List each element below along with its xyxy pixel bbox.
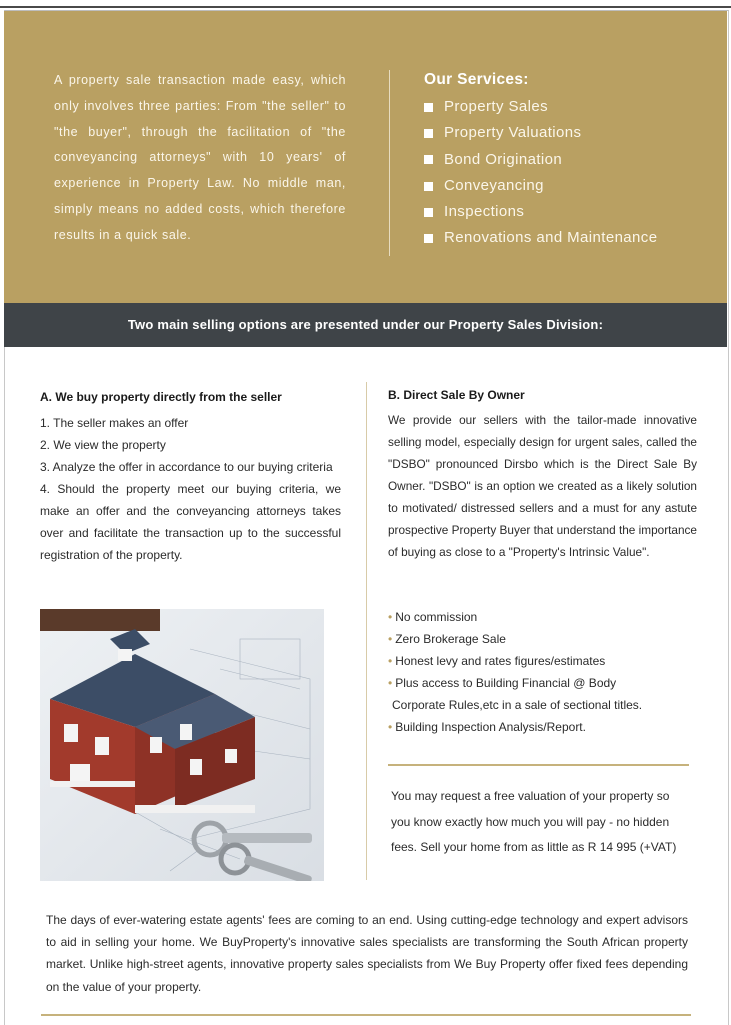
service-label: Inspections — [444, 203, 525, 221]
top-edge-bar — [0, 0, 731, 8]
selling-options-banner: Two main selling options are presented under our Property Sales Division: — [4, 303, 727, 347]
bullet-dot-icon: • — [388, 632, 393, 646]
bullet-dot-icon: • — [388, 676, 393, 690]
feature-label: Building Inspection Analysis/Report. — [395, 720, 586, 734]
option-b-paragraph: We provide our sellers with the tailor-made innovative selling model, especially design for urgent sales, called the "DSBO" pronounced Dirsbo which is the Direct Sale By Owner. "DSBO" is an option we created as a likely solution to motivated/ distressed sellers and a must for any astute prospective Property Buyer that understand the importance of buying as close to a "Property's Intrinsic Value". — [388, 413, 697, 559]
square-bullet-icon — [424, 129, 433, 138]
gold-rule — [388, 764, 689, 766]
service-item — [424, 94, 657, 120]
service-label: Conveyancing — [444, 176, 544, 194]
intro-divider — [389, 70, 390, 256]
feature-label: Zero Brokerage Sale — [395, 632, 506, 646]
bullet-dot-icon: • — [388, 610, 393, 624]
service-label: Property Valuations — [444, 124, 582, 142]
service-label: Property Sales — [444, 98, 548, 115]
service-item — [424, 199, 657, 225]
square-bullet-icon — [424, 234, 433, 243]
feature-label: Honest levy and rates figures/estimates — [395, 654, 606, 668]
feature-item — [388, 650, 708, 672]
service-item — [424, 120, 657, 146]
square-bullet-icon — [424, 155, 433, 164]
service-item — [424, 173, 657, 199]
closing-paragraph: The days of ever-watering estate agents' fees are coming to an end. Using cutting-edge technology and expert advisors to aid in selling your home. We BuyProperty's innovative sales specialists are transforming the South African property market. Unlike high-street agents, innovative property sales specialists from We Buy Property offer fixed fees depending on the value of your property. — [46, 913, 688, 994]
gold-rule-bottom — [41, 1014, 691, 1016]
step-item: 3. Analyze the offer in accordance to our buying criteria — [40, 460, 333, 474]
service-item — [424, 225, 657, 251]
feature-item — [388, 672, 708, 694]
feature-item — [388, 606, 708, 628]
intro-paragraph: A property sale transaction made easy, which only involves three parties: From "the seller" to "the buyer", through the facilitation of "the conveyancing attorneys" with 10 years' of experience in Property Law. No middle man, simply means no added costs, which therefore results in a quick sale. — [54, 73, 346, 242]
bullet-dot-icon: • — [388, 654, 393, 668]
feature-item-continuation — [388, 694, 708, 716]
bullet-dot-icon: • — [388, 720, 393, 734]
step-item: 4. Should the property meet our buying criteria, we make an offer and the conveyancing attorneys takes over and facilitate the transaction up to the successful registration of the property. — [40, 482, 341, 562]
feature-label: Corporate Rules,etc in a sale of sectional titles. — [392, 698, 643, 712]
step-item: 1. The seller makes an offer — [40, 416, 189, 430]
option-a-title: A. We buy property directly from the seller — [40, 390, 282, 404]
column-divider — [366, 382, 367, 880]
services-title: Our Services: — [424, 71, 529, 88]
service-label: Renovations and Maintenance — [444, 229, 658, 247]
option-b-title: B. Direct Sale By Owner — [388, 388, 525, 402]
feature-item — [388, 628, 708, 650]
valuation-note: You may request a free valuation of your property so you know exactly how much you will pay - no hidden fees. Sell your home from as little as R 14 995 (+VAT) — [391, 789, 677, 854]
step-item: 2. We view the property — [40, 438, 166, 452]
option-a-steps — [40, 412, 341, 566]
house-with-keys-illustration — [40, 609, 324, 881]
feature-item — [388, 716, 708, 738]
services-list — [424, 94, 657, 252]
square-bullet-icon — [424, 103, 433, 112]
house-model-photo — [40, 609, 324, 881]
square-bullet-icon — [424, 182, 433, 191]
service-item — [424, 147, 657, 173]
square-bullet-icon — [424, 208, 433, 217]
dsbo-features — [388, 606, 708, 738]
feature-label: No commission — [395, 610, 478, 624]
feature-label: Plus access to Building Financial @ Body — [395, 676, 617, 690]
service-label: Bond Origination — [444, 150, 563, 168]
